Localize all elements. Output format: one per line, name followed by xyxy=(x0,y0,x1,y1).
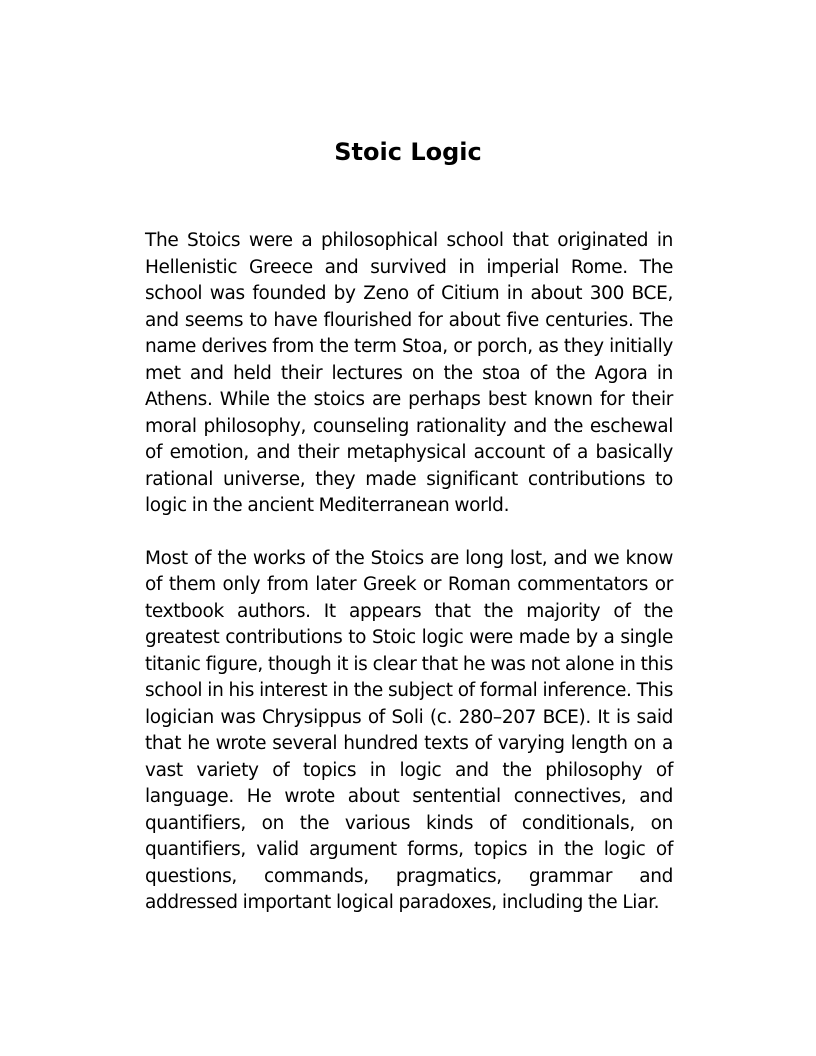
paragraph-intro: The Stoics were a philosophical school that originated in Hellenistic Greece and survived in imperial Rome. The school was founded by Zeno of Citium in about 300 BCE, and seems to have flourished for about five centuries. The name derives from the term Stoa, or porch, as they initially met and held their lectures on the stoa of the Agora in Athens. While the stoics are perhaps best known for their moral philosophy, counseling rationality and the eschewal of emotion, and their metaphysical account of a basically rational universe, they made significant contributions to logic in the ancient Mediterranean world. xyxy=(145,230,673,516)
page-title: Stoic Logic xyxy=(334,138,482,166)
body-text xyxy=(145,228,673,917)
paragraph-chrysippus: Most of the works of the Stoics are long lost, and we know of them only from later Greek or Roman commentators or textbook authors. It appears that the majority of the greatest contributions to Stoic logic were made by a single titanic figure, though it is clear that he was not alone in this school in his interest in the subject of formal inference. This logician was Chrysippus of Soli (c. 280–207 BCE). It is said that he wrote several hundred texts of varying length on a vast variety of topics in logic and the philosophy of language. He wrote about sentential connectives, and quantifiers, on the various kinds of conditionals, on quantifiers, valid argument forms, topics in the logic of questions, commands, pragmatics, grammar and addressed important logical paradoxes, including the Liar. xyxy=(145,547,673,913)
